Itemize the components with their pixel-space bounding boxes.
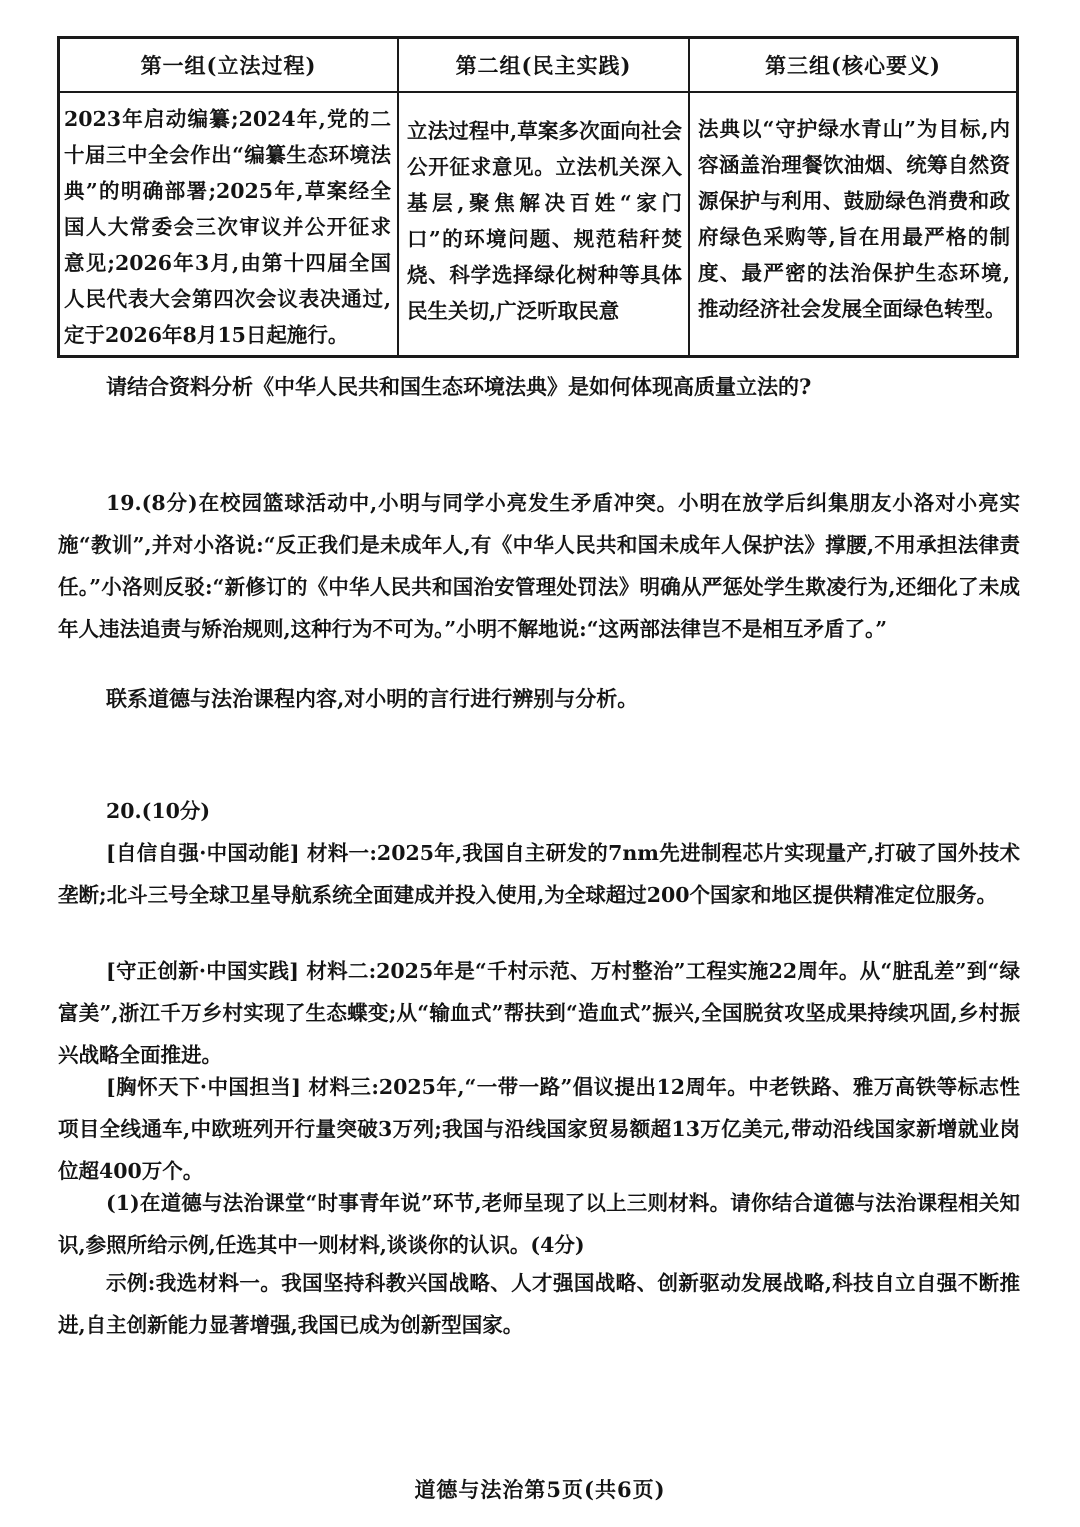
legislation-table: [57, 36, 1019, 358]
table-header-group1: 第一组(立法过程): [60, 39, 399, 93]
q20-subquestion-1: (1)在道德与法治课堂“时事青年说”环节,老师呈现了以上三则材料。请你结合道德与法治课程相关知识,参照所给示例,任选其中一则材料,谈谈你的认识。(4分): [58, 1191, 1020, 1257]
q20-example: 示例:我选材料一。我国坚持科教兴国战略、人才强国战略、创新驱动发展战略,科技自立自强不断推进,自主创新能力显著增强,我国已成为创新型国家。: [58, 1271, 1020, 1337]
q20-title: 20.(10分): [106, 799, 211, 823]
table-cell-democratic-practice: 立法过程中,草案多次面向社会公开征求意见。立法机关深入基层,聚焦解决百姓“家门口”的环境问题、规范秸秆焚烧、科学选择绿化树种等具体民生关切,广泛听取民意: [399, 93, 690, 355]
q19-prompt: 联系道德与法治课程内容,对小明的言行进行辨别与分析。: [106, 686, 639, 711]
table-cell-legislative-process: 2023年启动编纂;2024年,党的二十届三中全会作出“编纂生态环境法典”的明确部署;2025年,草案经全国人大常委会三次审议并公开征求意见;2026年3月,由第十四届全国人民代表大会第四次会议表决通过,定于2026年8月15日起施行。: [60, 93, 399, 355]
q20-material-1: [自信自强·中国动能] 材料一:2025年,我国自主研发的7nm先进制程芯片实现量产,打破了国外技术垄断;北斗三号全球卫星导航系统全面建成并投入使用,为全球超过200个国家和地区提供精准定位服务。: [58, 841, 1020, 907]
q18-prompt: 请结合资料分析《中华人民共和国生态环境法典》是如何体现高质量立法的?: [106, 374, 812, 399]
q20-material-3: [胸怀天下·中国担当] 材料三:2025年,“一带一路”倡议提出12周年。中老铁路、雅万高铁等标志性项目全线通车,中欧班列开行量突破3万列;我国与沿线国家贸易额超13万亿美元,带动沿线国家新增就业岗位超400万个。: [58, 1075, 1020, 1183]
table-cell-core-essence: 法典以“守护绿水青山”为目标,内容涵盖治理餐饮油烟、统筹自然资源保护与利用、鼓励绿色消费和政府绿色采购等,旨在用最严格的制度、最严密的法治保护生态环境,推动经济社会发展全面绿色转型。: [698, 117, 1010, 321]
q20-material-2: [守正创新·中国实践] 材料二:2025年是“千村示范、万村整治”工程实施22周年。从“脏乱差”到“绿富美”,浙江千万乡村实现了生态蝶变;从“输血式”帮扶到“造血式”振兴,全国脱贫攻坚成果持续巩固,乡村振兴战略全面推进。: [58, 959, 1020, 1067]
page-footer: 道德与法治第5页(共6页): [414, 1477, 666, 1502]
table-header-group2: 第二组(民主实践): [399, 39, 690, 93]
q19-text: 19.(8分)在校园篮球活动中,小明与同学小亮发生矛盾冲突。小明在放学后纠集朋友小洛对小亮实施“教训”,并对小洛说:“反正我们是未成年人,有《中华人民共和国未成年人保护法》撑腰,不用承担法律责任。”小洛则反驳:“新修订的《中华人民共和国治安管理处罚法》明确从严惩处学生欺凌行为,还细化了未成年人违法追责与矫治规则,这种行为不可为。”小明不解地说:“这两部法律岂不是相互矛盾了。”: [58, 491, 1020, 641]
table-header-group3: 第三组(核心要义): [690, 39, 1016, 93]
